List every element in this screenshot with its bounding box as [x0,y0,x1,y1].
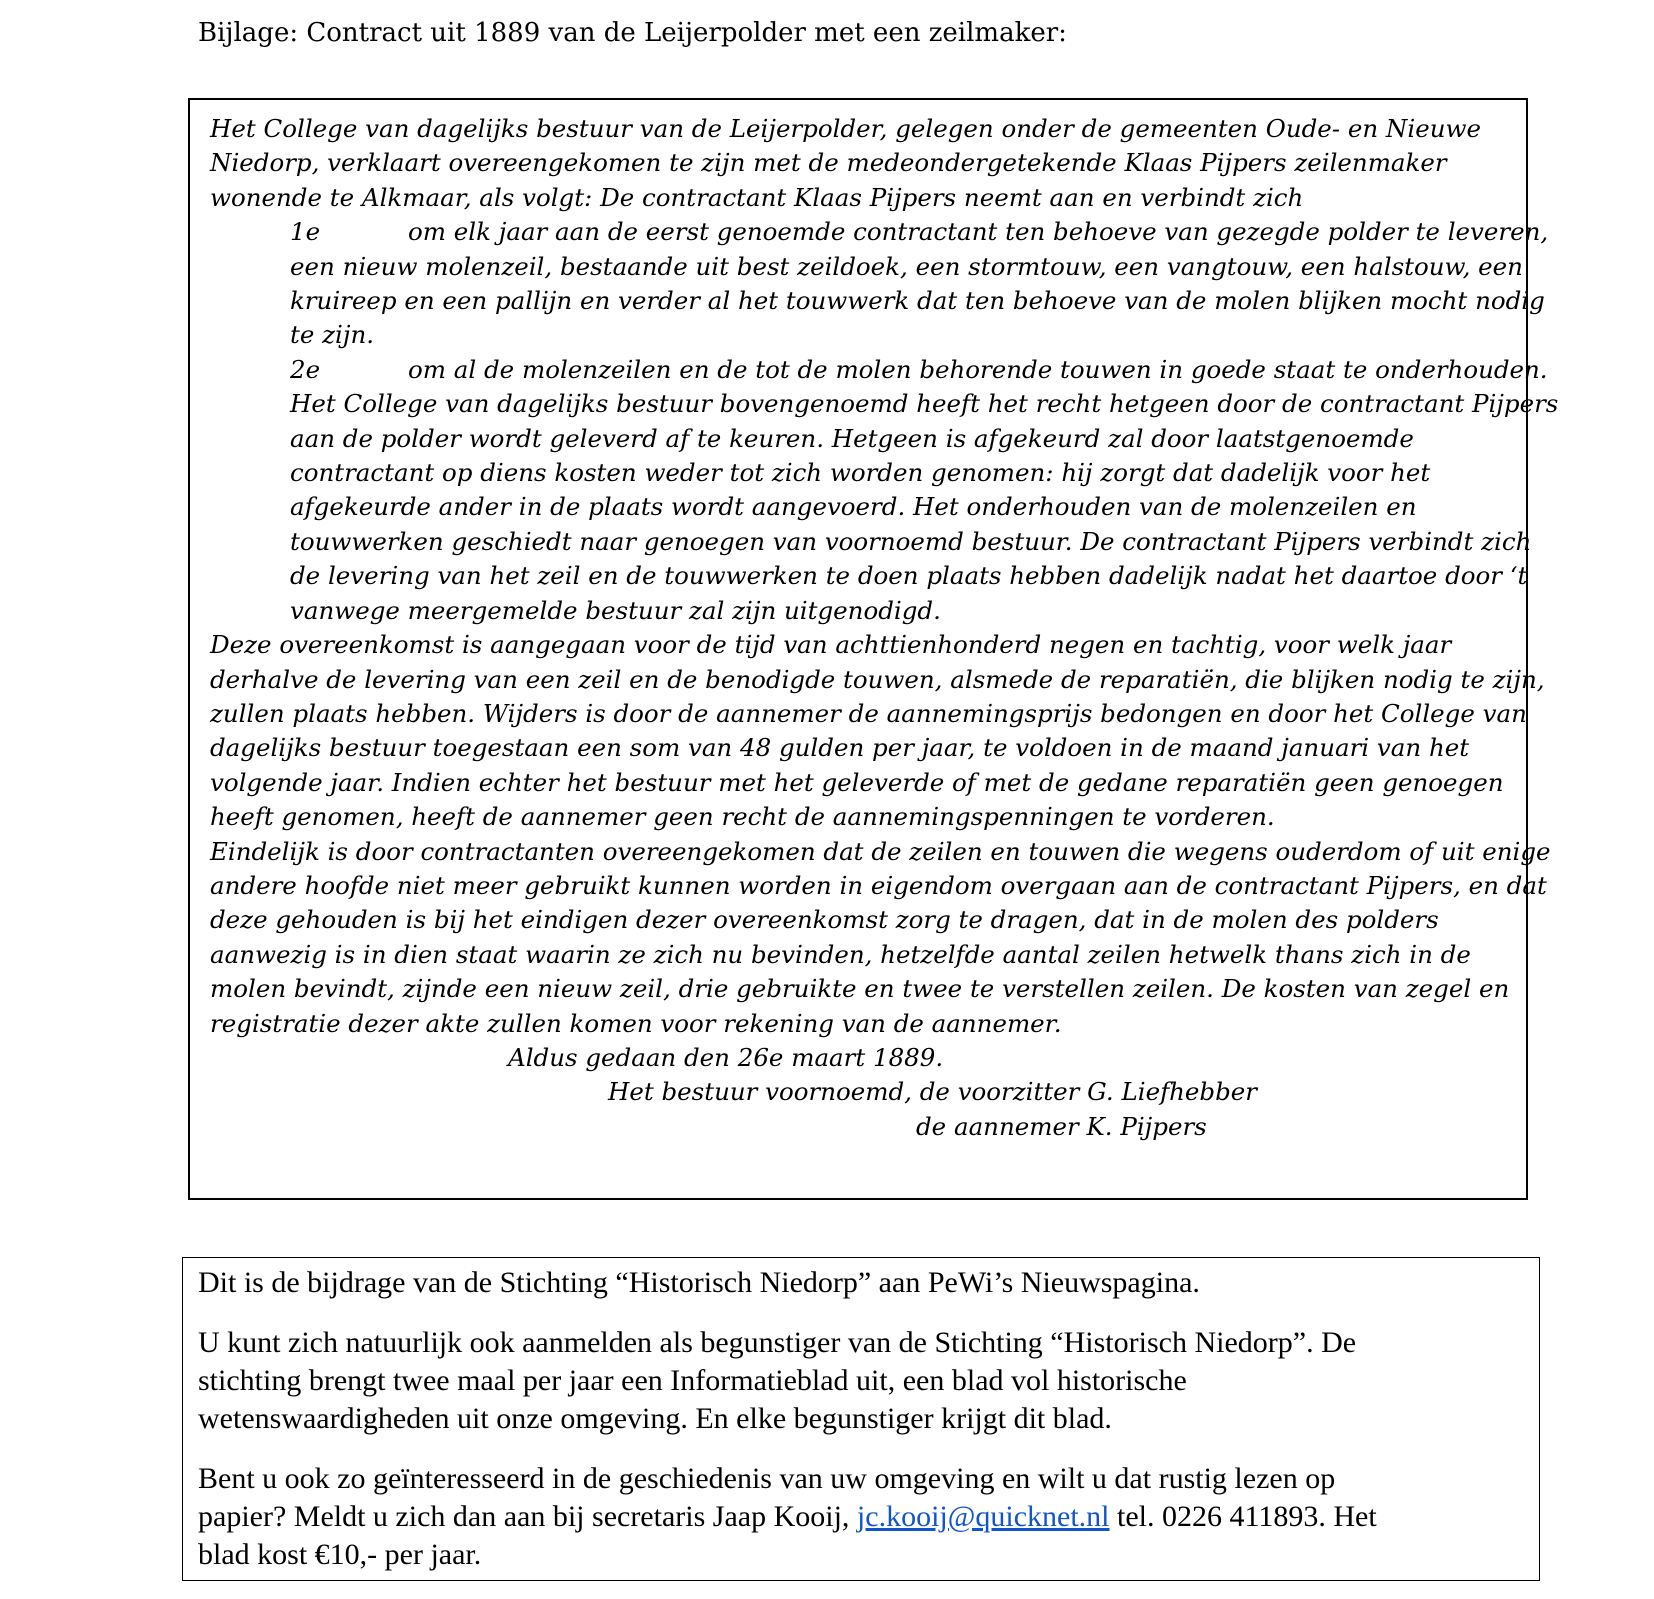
info-paragraph-3 [198,1460,1528,1574]
text-line: molen bevindt, zijnde een nieuw zeil, drie gebruikte en twee te verstellen zeilen. De kosten van zegel en [210,974,1510,1004]
text-line: vanwege meergemelde bestuur zal zijn uitgenodigd. [290,595,941,625]
text-line: wonende te Alkmaar, als volgt: De contractant Klaas Pijpers neemt aan en verbindt zich [210,182,1304,212]
contract-box [188,98,1559,1200]
text-line: Bent u ook zo geïnteresseerd in de geschiedenis van uw omgeving en wilt u dat rustig lezen op [198,1462,1336,1495]
text-line: stichting brengt twee maal per jaar een Informatieblad uit, een blad vol historische [198,1364,1187,1397]
text-line: de levering van het zeil en de touwwerken te doen plaats hebben dadelijk nadat het daartoe door ‘t [290,561,1528,591]
item-number: 1e [290,217,321,247]
info-paragraph-2 [198,1324,1528,1438]
contract-paragraph-term [210,628,1545,834]
text-line: aanwezig is in dien staat waarin ze zich nu bevinden, hetzelfde aantal zeilen hetwelk thans zich in de [210,939,1471,969]
info-box [182,1257,1540,1581]
contract-item-2 [210,353,1559,628]
text-line: dagelijks bestuur toegestaan een som van 48 gulden per jaar, te voldoen in de maand januari van het [210,733,1470,763]
text-line: zullen plaats hebben. Wijders is door de aannemer de aannemingsprijs bedongen en door het College van [210,698,1527,728]
text-line: kruireep en een pallijn en verder al het touwwerk dat ten behoeve van de molen blijken mocht nodig [290,286,1545,316]
text-segment: tel. 0226 411893. Het [1109,1500,1377,1533]
contract-intro [210,112,1510,215]
closing-board-signature: Het bestuur voornoemd, de voorzitter G. Liefhebber [608,1077,1257,1107]
text-line: te zijn. [290,320,375,350]
contract-closing [210,1041,1510,1144]
contract-paragraph-final [210,835,1551,1041]
closing-date: Aldus gedaan den 26e maart 1889. [508,1042,944,1072]
text-line: Het College van dagelijks bestuur bovengenoemd heeft het recht hetgeen door de contractant Pijpers [290,389,1559,419]
text-line: Deze overeenkomst is aangegaan voor de tijd van achttienhonderd negen en tachtig, voor welk jaar [210,630,1452,660]
text-segment: papier? Meldt u zich dan aan bij secretaris Jaap Kooij, [198,1500,857,1533]
text-line: aan de polder wordt geleverd af te keuren. Hetgeen is afgekeurd zal door laatstgenoemde [290,423,1414,453]
text-line: andere hoofde niet meer gebruikt kunnen worden in eigendom overgaan aan de contractant Pijpers, en dat [210,870,1547,900]
closing-contractor-signature: de aannemer K. Pijpers [916,1111,1207,1141]
text-line: afgekeurde ander in de plaats wordt aangevoerd. Het onderhouden van de molenzeilen en [290,492,1417,522]
text-line: deze gehouden is bij het eindigen dezer overeenkomst zorg te dragen, dat in de molen des polders [210,905,1439,935]
page-heading: Bijlage: Contract uit 1889 van de Leijerpolder met een zeilmaker: [198,18,1067,48]
info-paragraph-1 [198,1264,1528,1302]
text-line: touwwerken geschiedt naar genoegen van voornoemd bestuur. De contractant Pijpers verbindt zich [290,526,1532,556]
info-text [198,1264,1528,1596]
text-line: wetenswaardigheden uit onze omgeving. En elke begunstiger krijgt dit blad. [198,1402,1112,1435]
text-line: derhalve de levering van een zeil en de benodigde touwen, alsmede de reparatiën, die blijken nodig te zijn, [210,664,1545,694]
item-first-line [290,353,1548,387]
text-line: een nieuw molenzeil, bestaande uit best zeildoek, een stormtouw, een vangtouw, een halstouw, een [290,251,1523,281]
text-line: Dit is de bijdrage van de Stichting “Historisch Niedorp” aan PeWi’s Nieuwspagina. [198,1266,1200,1299]
email-link[interactable]: jc.kooij@quicknet.nl [856,1500,1110,1533]
text-line: om elk jaar aan de eerst genoemde contractant ten behoeve van gezegde polder te leveren, [408,217,1549,247]
text-line: U kunt zich natuurlijk ook aanmelden als begunstiger van de Stichting “Historisch Niedorp”. De [198,1326,1357,1359]
text-line: Eindelijk is door contractanten overeengekomen dat de zeilen en touwen die wegens ouderdom of uit enige [210,836,1551,866]
text-line: volgende jaar. Indien echter het bestuur met het geleverde of met de gedane reparatiën geen genoegen [210,767,1504,797]
text-line: contractant op diens kosten weder tot zich worden genomen: hij zorgt dat dadelijk voor het [290,458,1431,488]
item-number: 2e [290,354,321,384]
text-line: Niedorp, verklaart overeengekomen te zijn met de medeondergetekende Klaas Pijpers zeilenmaker [210,148,1447,178]
text-line: blad kost €10,- per jaar. [198,1538,482,1571]
item-first-line [290,215,1549,249]
contract-text [210,112,1559,1144]
text-line: om al de molenzeilen en de tot de molen behorende touwen in goede staat te onderhouden. [408,354,1548,384]
text-line-with-email [198,1498,1528,1536]
contract-item-1 [210,215,1549,353]
text-line: registratie dezer akte zullen komen voor rekening van de aannemer. [210,1008,1062,1038]
text-line: heeft genomen, heeft de aannemer geen recht de aannemingspenningen te vorderen. [210,802,1275,832]
text-line: Het College van dagelijks bestuur van de Leijerpolder, gelegen onder de gemeenten Oude- en Nieuwe [210,114,1481,143]
